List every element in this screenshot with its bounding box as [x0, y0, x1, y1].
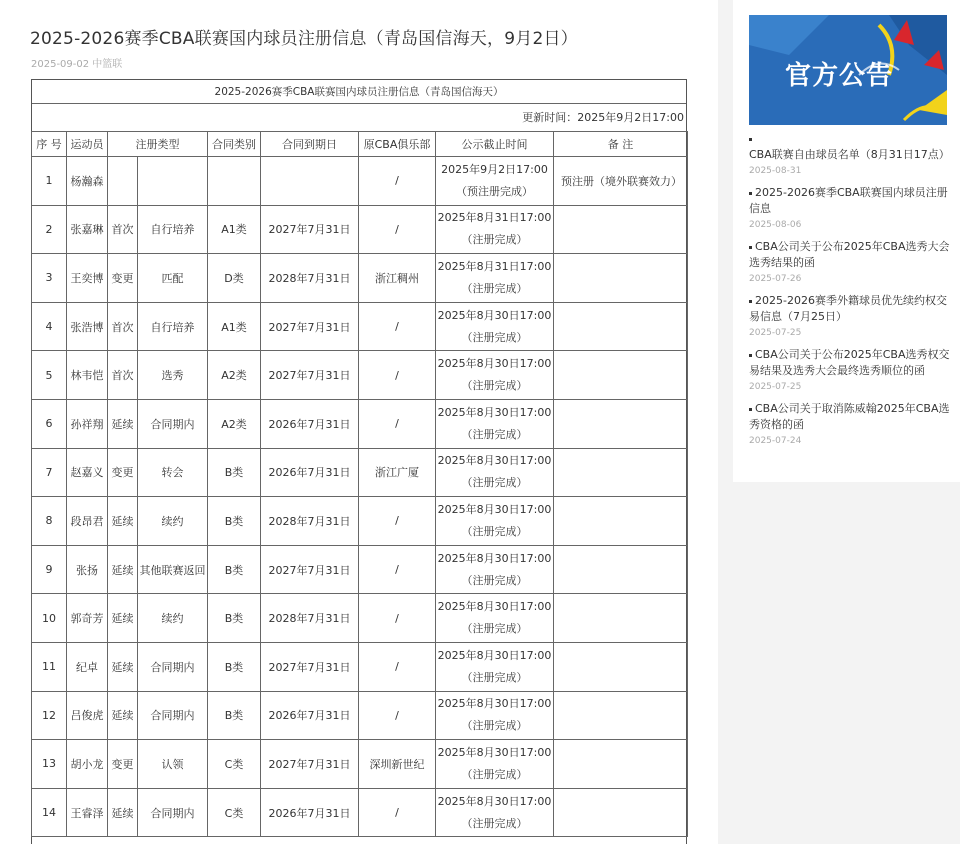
cell-player: 赵嘉义: [67, 448, 108, 497]
cell-no: 14: [32, 788, 67, 837]
news-title-text: CBA公司关于取消陈威翰2025年CBA选秀资格的函: [749, 402, 950, 431]
cell-reg-secondary: 合同期内: [138, 788, 208, 837]
cell-remark: [554, 545, 688, 594]
cell-reg-primary: 延续: [108, 642, 138, 691]
cell-player: 张扬: [67, 545, 108, 594]
table-row: [32, 302, 688, 351]
cell-deadline: [436, 788, 554, 837]
table-row: [32, 254, 688, 303]
cell-reg-primary: 变更: [108, 740, 138, 789]
cell-club: /: [359, 594, 436, 643]
cell-deadline: [436, 594, 554, 643]
article-meta: 2025-09-02 中篮联: [31, 59, 123, 70]
cell-no: 6: [32, 399, 67, 448]
registration-status: （注册完成）: [461, 281, 528, 295]
deadline-time: 2025年8月30日17:00: [437, 551, 552, 565]
table-row: [32, 351, 688, 400]
registration-status: （注册完成）: [461, 476, 528, 490]
news-title-link[interactable]: [749, 347, 954, 379]
registration-document: [31, 79, 687, 844]
news-title-link[interactable]: [749, 239, 954, 271]
cell-remark: [554, 254, 688, 303]
cell-deadline: [436, 691, 554, 740]
cell-reg-primary: [108, 157, 138, 206]
deadline-time: 2025年8月30日17:00: [437, 357, 552, 371]
cell-expiry: 2027年7月31日: [261, 351, 359, 400]
cell-remark: [554, 642, 688, 691]
cell-deadline: [436, 545, 554, 594]
table-row: [32, 740, 688, 789]
news-title-text: 2025-2026赛季CBA联赛国内球员注册信息: [749, 186, 948, 215]
news-title-text: CBA公司关于公布2025年CBA选秀大会选秀结果的函: [749, 240, 950, 269]
cell-remark: [554, 788, 688, 837]
cell-deadline: [436, 740, 554, 789]
news-date: 2025-07-24: [749, 436, 802, 446]
cell-reg-primary: 首次: [108, 351, 138, 400]
cell-deadline: [436, 448, 554, 497]
cell-expiry: 2026年7月31日: [261, 691, 359, 740]
cell-reg-secondary: 自行培养: [138, 302, 208, 351]
news-title-link[interactable]: [749, 401, 954, 433]
bullet-icon: [749, 408, 752, 411]
registration-status: （注册完成）: [461, 524, 528, 538]
cell-expiry: 2026年7月31日: [261, 448, 359, 497]
banner-title: 官方公告: [785, 61, 894, 91]
cell-no: 4: [32, 302, 67, 351]
cell-club: /: [359, 302, 436, 351]
cell-contract-type: C类: [208, 740, 261, 789]
cell-remark: [554, 691, 688, 740]
cell-no: 10: [32, 594, 67, 643]
cell-reg-primary: 变更: [108, 254, 138, 303]
cell-player: 杨瀚森: [67, 157, 108, 206]
cell-reg-primary: 延续: [108, 788, 138, 837]
cell-club: /: [359, 157, 436, 206]
registration-status: （注册完成）: [461, 427, 528, 441]
cell-contract-type: B类: [208, 545, 261, 594]
cell-reg-primary: 变更: [108, 448, 138, 497]
registration-status: （注册完成）: [461, 330, 528, 344]
cell-reg-secondary: [138, 157, 208, 206]
cell-contract-type: D类: [208, 254, 261, 303]
cell-club: /: [359, 351, 436, 400]
news-list: [749, 131, 954, 455]
bullet-icon: [749, 246, 752, 249]
cell-contract-type: A1类: [208, 205, 261, 254]
cell-contract-type: A2类: [208, 399, 261, 448]
cell-club: 浙江稠州: [359, 254, 436, 303]
cell-club: /: [359, 691, 436, 740]
table-row: [32, 691, 688, 740]
news-title-link[interactable]: [749, 131, 954, 163]
cell-remark: [554, 497, 688, 546]
news-title-text: CBA公司关于公布2025年CBA选秀权交易结果及选秀大会最终选秀顺位的函: [749, 348, 950, 377]
cell-expiry: 2027年7月31日: [261, 740, 359, 789]
col-header-club: 原CBA俱乐部: [359, 132, 436, 157]
cell-remark: [554, 399, 688, 448]
deadline-time: 2025年8月30日17:00: [437, 308, 552, 322]
table-row: [32, 497, 688, 546]
cell-deadline: [436, 497, 554, 546]
cell-expiry: 2028年7月31日: [261, 594, 359, 643]
col-header-remark: 备 注: [554, 132, 688, 157]
cell-reg-primary: 延续: [108, 691, 138, 740]
cell-expiry: 2027年7月31日: [261, 642, 359, 691]
cell-reg-secondary: 续约: [138, 497, 208, 546]
cell-contract-type: B类: [208, 497, 261, 546]
cell-remark: 预注册（境外联赛效力）: [554, 157, 688, 206]
table-row: [32, 399, 688, 448]
cell-club: /: [359, 642, 436, 691]
cell-reg-primary: 延续: [108, 399, 138, 448]
document-heading: 2025-2026赛季CBA联赛国内球员注册信息（青岛国信海天）: [32, 80, 686, 104]
news-item[interactable]: [749, 239, 954, 284]
cell-player: 王睿泽: [67, 788, 108, 837]
cell-contract-type: [208, 157, 261, 206]
cell-reg-secondary: 匹配: [138, 254, 208, 303]
table-row: [32, 448, 688, 497]
news-date: 2025-07-25: [749, 382, 802, 392]
cell-reg-primary: 延续: [108, 497, 138, 546]
cell-contract-type: A1类: [208, 302, 261, 351]
registration-status: （注册完成）: [461, 816, 528, 830]
col-header-reg-type: 注册类型: [108, 132, 208, 157]
table-row: [32, 157, 688, 206]
cell-deadline: [436, 302, 554, 351]
cell-club: /: [359, 497, 436, 546]
cell-no: 3: [32, 254, 67, 303]
cell-contract-type: C类: [208, 788, 261, 837]
cell-remark: [554, 448, 688, 497]
deadline-time: 2025年8月30日17:00: [437, 405, 552, 419]
news-title-text: 2025-2026赛季外籍球员优先续约权交易信息（7月25日）: [749, 294, 947, 323]
cell-reg-secondary: 合同期内: [138, 399, 208, 448]
cell-no: 2: [32, 205, 67, 254]
table-row: [32, 545, 688, 594]
cell-club: 深圳新世纪: [359, 740, 436, 789]
table-row: [32, 642, 688, 691]
cell-remark: [554, 740, 688, 789]
cell-player: 纪卓: [67, 642, 108, 691]
bullet-icon: [749, 354, 752, 357]
table-row: [32, 788, 688, 837]
cell-contract-type: B类: [208, 448, 261, 497]
registration-status: （注册完成）: [461, 573, 528, 587]
news-date: 2025-08-31: [749, 166, 802, 176]
cell-no: 5: [32, 351, 67, 400]
cell-reg-secondary: 合同期内: [138, 642, 208, 691]
cell-remark: [554, 302, 688, 351]
deadline-time: 2025年9月2日17:00: [441, 162, 548, 176]
cell-expiry: 2028年7月31日: [261, 497, 359, 546]
official-notice-banner[interactable]: [749, 15, 947, 125]
registration-status: （预注册完成）: [456, 184, 533, 198]
cell-deadline: [436, 642, 554, 691]
cell-club: /: [359, 205, 436, 254]
cell-no: 11: [32, 642, 67, 691]
page-title: 2025-2026赛季CBA联赛国内球员注册信息（青岛国信海天，9月2日）: [30, 29, 578, 49]
table-row: [32, 594, 688, 643]
col-header-player: 运动员: [67, 132, 108, 157]
table-header-row: [32, 132, 688, 157]
registration-status: （注册完成）: [461, 379, 528, 393]
cell-club: 浙江广厦: [359, 448, 436, 497]
cell-reg-secondary: 自行培养: [138, 205, 208, 254]
news-title-text: CBA联赛自由球员名单（8月31日17点）: [749, 148, 950, 161]
bullet-icon: [749, 300, 752, 303]
cell-reg-secondary: 其他联赛返回: [138, 545, 208, 594]
cell-player: 孙祥翔: [67, 399, 108, 448]
news-date: 2025-07-25: [749, 328, 802, 338]
cell-deadline: [436, 254, 554, 303]
bullet-icon: [749, 192, 752, 195]
cell-reg-secondary: 转会: [138, 448, 208, 497]
cell-deadline: [436, 351, 554, 400]
registration-status: （注册完成）: [461, 233, 528, 247]
cell-player: 胡小龙: [67, 740, 108, 789]
cell-player: 王奕博: [67, 254, 108, 303]
registration-status: （注册完成）: [461, 670, 528, 684]
bullet-icon: [749, 138, 752, 141]
deadline-time: 2025年8月30日17:00: [437, 502, 552, 516]
cell-reg-secondary: 选秀: [138, 351, 208, 400]
update-time: 更新时间：2025年9月2日17:00: [522, 111, 684, 124]
cell-player: 张嘉琳: [67, 205, 108, 254]
cell-deadline: [436, 205, 554, 254]
news-title-link[interactable]: [749, 185, 954, 217]
deadline-time: 2025年8月30日17:00: [437, 794, 552, 808]
news-title-link[interactable]: [749, 293, 954, 325]
news-date: 2025-08-06: [749, 220, 802, 230]
deadline-time: 2025年8月30日17:00: [437, 648, 552, 662]
cell-reg-primary: 首次: [108, 205, 138, 254]
cell-expiry: 2026年7月31日: [261, 788, 359, 837]
cell-player: 张浩博: [67, 302, 108, 351]
cell-club: /: [359, 788, 436, 837]
news-item[interactable]: [749, 293, 954, 338]
news-item[interactable]: [749, 185, 954, 230]
cell-reg-primary: 延续: [108, 545, 138, 594]
cell-remark: [554, 351, 688, 400]
cell-reg-secondary: 合同期内: [138, 691, 208, 740]
cell-no: 13: [32, 740, 67, 789]
cell-player: 吕俊虎: [67, 691, 108, 740]
cell-player: 郭奇芳: [67, 594, 108, 643]
news-date: 2025-07-26: [749, 274, 802, 284]
cell-reg-primary: 首次: [108, 302, 138, 351]
news-item[interactable]: [749, 131, 954, 176]
cell-club: /: [359, 545, 436, 594]
registration-status: （注册完成）: [461, 719, 528, 733]
cell-remark: [554, 594, 688, 643]
cell-expiry: 2027年7月31日: [261, 205, 359, 254]
col-header-expiry: 合同到期日: [261, 132, 359, 157]
cell-no: 1: [32, 157, 67, 206]
registration-status: （注册完成）: [461, 767, 528, 781]
cell-player: 林韦恺: [67, 351, 108, 400]
cell-deadline: [436, 399, 554, 448]
cell-no: 8: [32, 497, 67, 546]
cell-contract-type: B类: [208, 594, 261, 643]
cell-expiry: [261, 157, 359, 206]
cell-deadline: [436, 157, 554, 206]
cell-contract-type: A2类: [208, 351, 261, 400]
cell-club: /: [359, 399, 436, 448]
registration-table: [31, 131, 688, 837]
cell-no: 7: [32, 448, 67, 497]
deadline-time: 2025年8月31日17:00: [437, 259, 552, 273]
deadline-time: 2025年8月31日17:00: [437, 211, 552, 225]
deadline-time: 2025年8月30日17:00: [437, 745, 552, 759]
deadline-time: 2025年8月30日17:00: [437, 600, 552, 614]
cell-no: 9: [32, 545, 67, 594]
cell-reg-secondary: 续约: [138, 594, 208, 643]
cell-expiry: 2027年7月31日: [261, 302, 359, 351]
cell-contract-type: B类: [208, 642, 261, 691]
deadline-time: 2025年8月30日17:00: [437, 454, 552, 468]
cell-reg-secondary: 认领: [138, 740, 208, 789]
cell-expiry: 2028年7月31日: [261, 254, 359, 303]
registration-status: （注册完成）: [461, 622, 528, 636]
cell-contract-type: B类: [208, 691, 261, 740]
deadline-time: 2025年8月30日17:00: [437, 697, 552, 711]
col-header-contract: 合同类别: [208, 132, 261, 157]
cell-expiry: 2027年7月31日: [261, 545, 359, 594]
cell-player: 段昂君: [67, 497, 108, 546]
cell-expiry: 2026年7月31日: [261, 399, 359, 448]
cell-no: 12: [32, 691, 67, 740]
col-header-no: 序 号: [32, 132, 67, 157]
cell-reg-primary: 延续: [108, 594, 138, 643]
table-row: [32, 205, 688, 254]
news-item[interactable]: [749, 401, 954, 446]
col-header-deadline: 公示截止时间: [436, 132, 554, 157]
cell-remark: [554, 205, 688, 254]
news-item[interactable]: [749, 347, 954, 392]
